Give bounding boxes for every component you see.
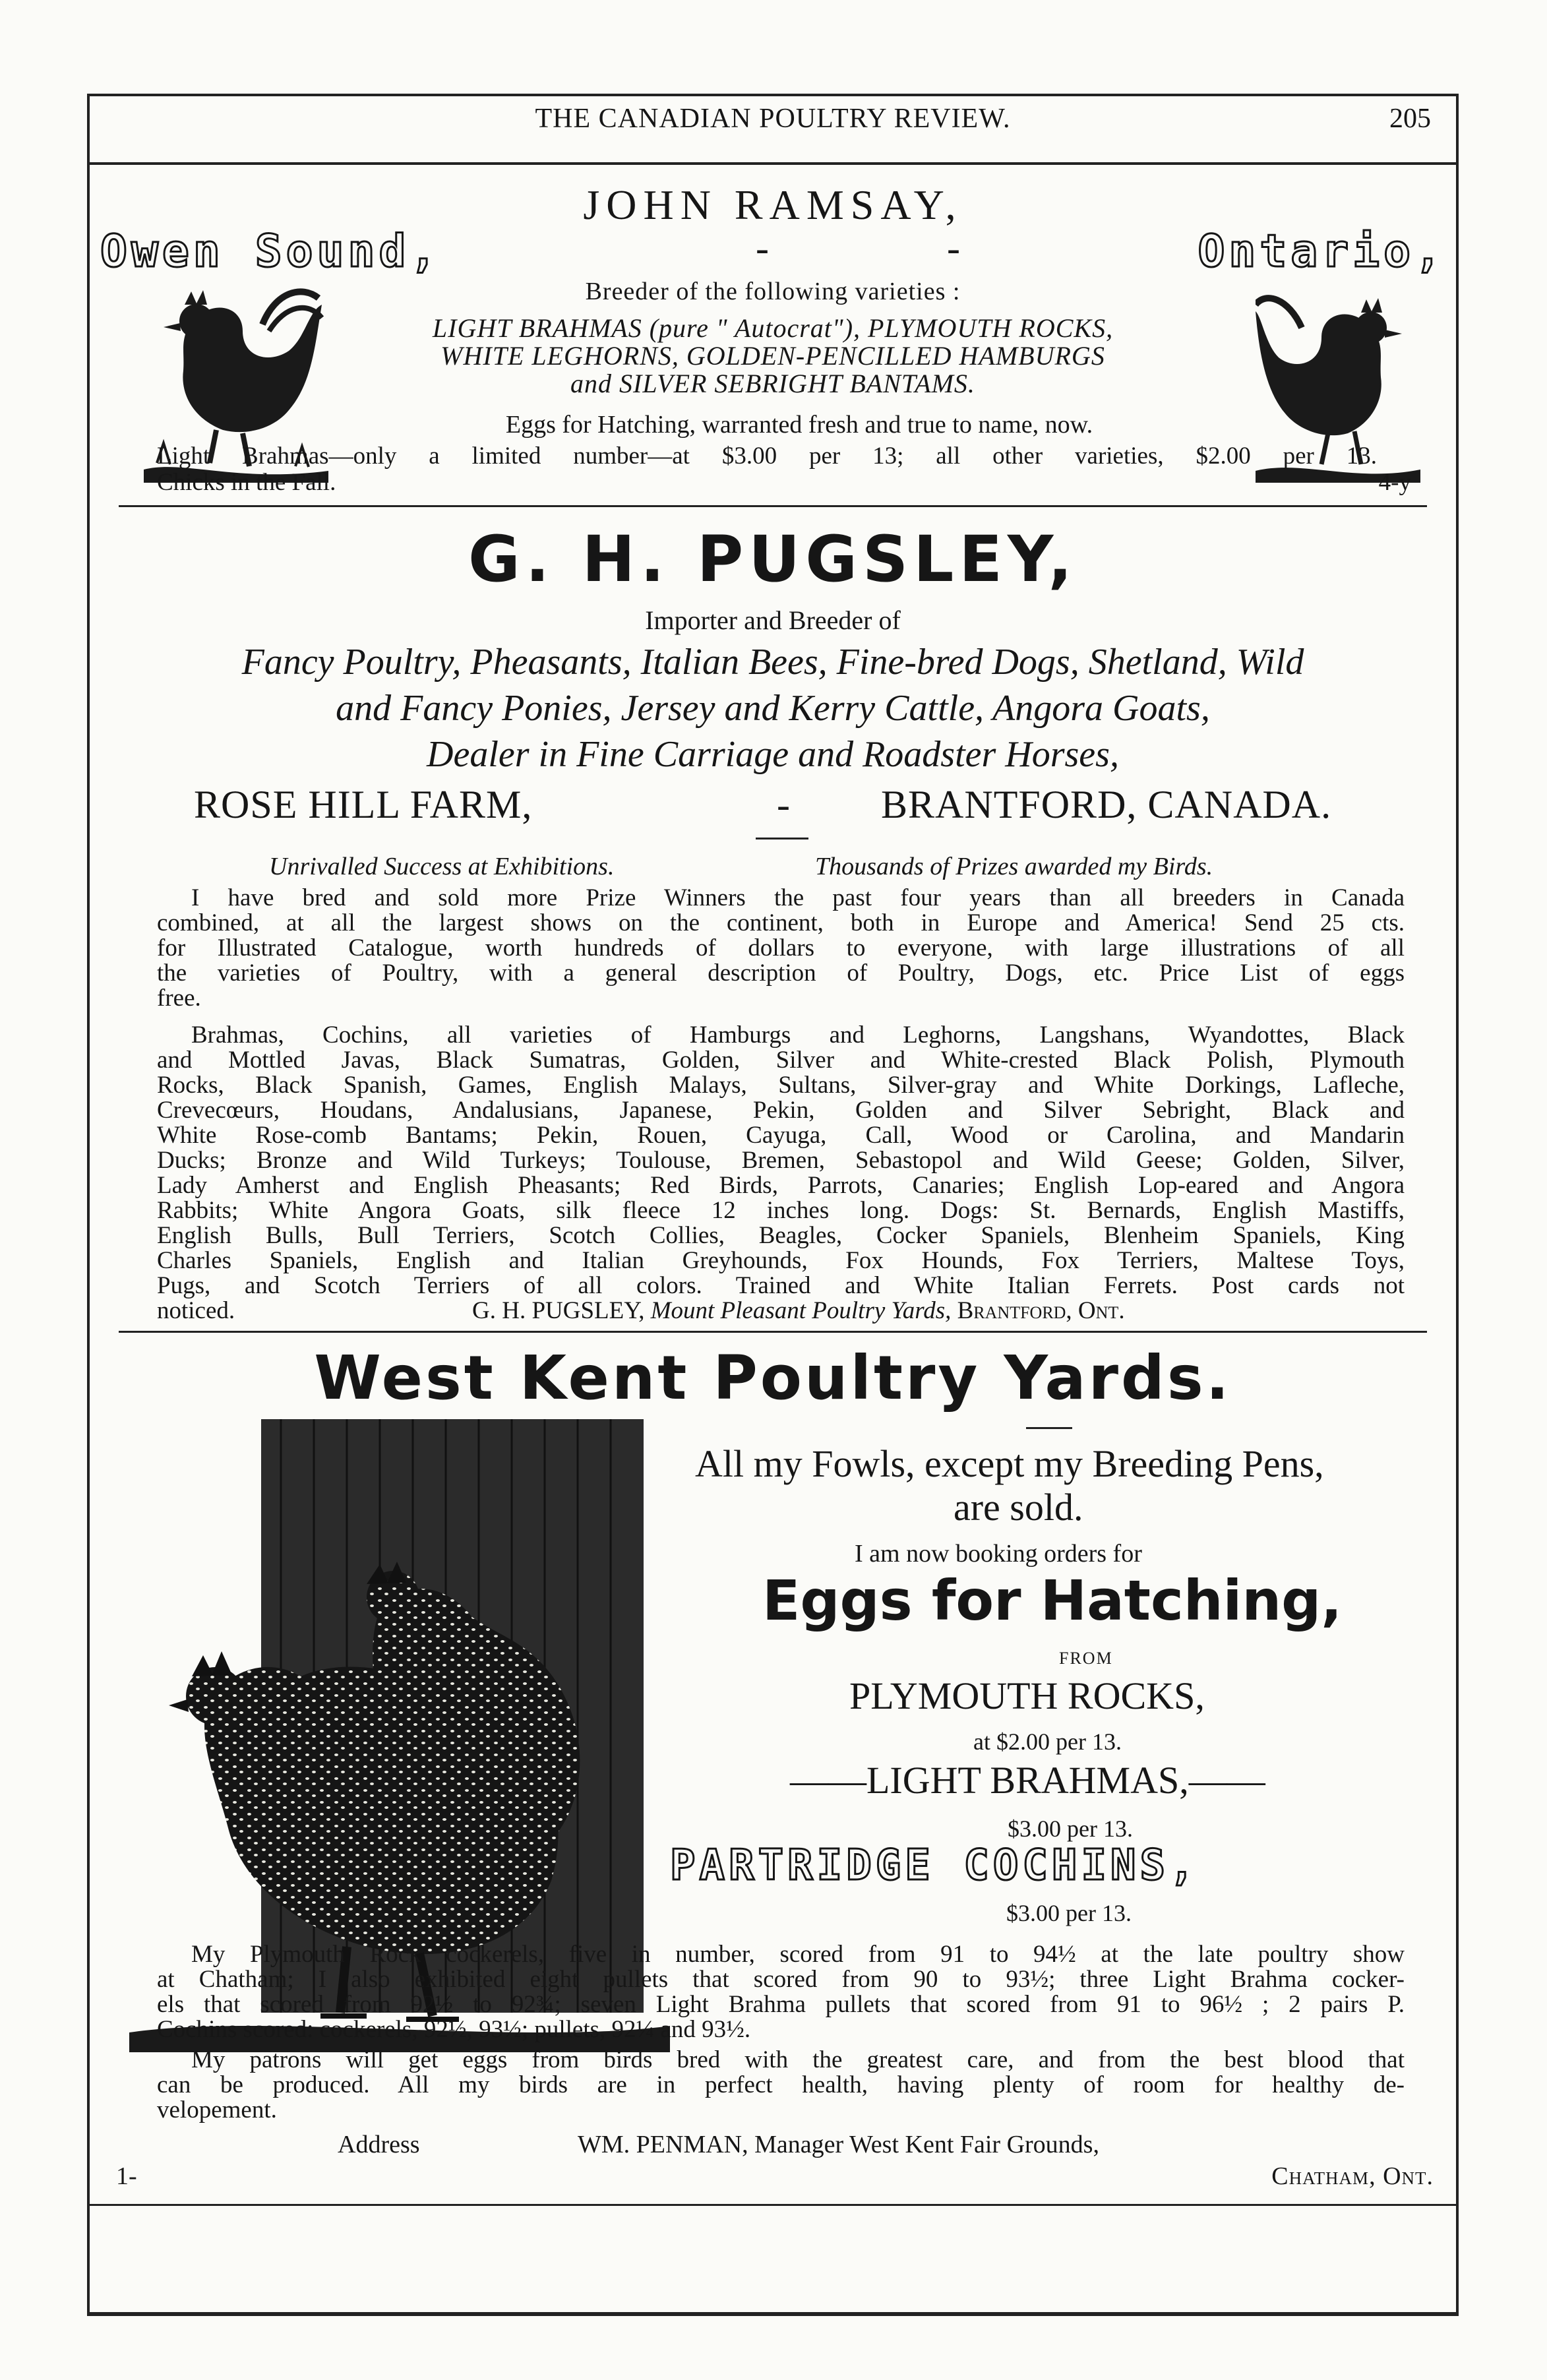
text-line: and Mottled Javas, Black Sumatras, Golden, Silver and White-crested Black Polish, Plymouth <box>157 1047 1405 1074</box>
pugsley-short-rule <box>756 838 808 839</box>
text-line: Pugs, and Scotch Terriers of all colors. Trained and White Italian Ferrets. Post cards not <box>157 1272 1405 1299</box>
signature-town: Brantford, Ont. <box>957 1297 1125 1324</box>
westkent-breed-2: ——LIGHT BRAHMAS,—— <box>790 1759 1265 1802</box>
magazine-page <box>87 94 1459 2316</box>
text-line: White Rose-comb Bantams; Pekin, Rouen, Cayuga, Call, Wood or Carolina, and Mandarin <box>157 1122 1405 1149</box>
westkent-price-1: at $2.00 per 13. <box>973 1728 1122 1755</box>
pugsley-tagline-1: Unrivalled Success at Exhibitions. <box>269 853 615 880</box>
journal-title: THE CANADIAN POULTRY REVIEW. <box>535 104 1011 134</box>
ramsay-price-line: Light Brahmas—only a limited number—at $3.00 per 13; all other varieties, $2.00 per 13. <box>157 442 1377 470</box>
westkent-intro-2: are sold. <box>954 1486 1083 1529</box>
westkent-price-3: $3.00 per 13. <box>1006 1900 1132 1926</box>
pugsley-subtitle: Importer and Breeder of <box>645 605 901 635</box>
pugsley-farm: ROSE HILL FARM, <box>194 783 533 826</box>
pugsley-line-1: Fancy Poultry, Pheasants, Italian Bees, Fine-bred Dogs, Shetland, Wild <box>241 642 1304 683</box>
rule-after-pugsley <box>119 1331 1427 1333</box>
ramsay-varieties-3: and SILVER SEBRIGHT BANTAMS. <box>570 369 975 398</box>
text-line: Brahmas, Cochins, all varieties of Hamburgs and Leghorns, Langshans, Wyandottes, Black <box>191 1022 1405 1049</box>
text-line: Rocks, Black Spanish, Games, English Malays, Sultans, Silver-gray and White Dorkings, Lafleche, <box>157 1072 1405 1099</box>
westkent-breed-3: PARTRIDGE COCHINS, <box>670 1841 1199 1890</box>
westkent-address-name: WM. PENMAN, Manager West Kent Fair Grounds, <box>578 2131 1099 2158</box>
westkent-title: West Kent Poultry Yards. <box>314 1343 1232 1413</box>
westkent-booking: I am now booking orders for <box>855 1540 1142 1568</box>
text-line: Lady Amherst and English Pheasants; Red Birds, Parrots, Canaries; English Lop-eared and Angora <box>157 1172 1405 1199</box>
rule-after-ramsay <box>119 505 1427 507</box>
pugsley-line-2: and Fancy Ponies, Jersey and Kerry Cattle, Angora Goats, <box>336 688 1210 729</box>
text-line: English Bulls, Bull Terriers, Scotch Collies, Beagles, Cocker Spaniels, Blenheim Spaniels, King <box>157 1222 1405 1249</box>
pugsley-tagline-2: Thousands of Prizes awarded my Birds. <box>815 853 1213 880</box>
ramsay-dash-2: - <box>947 226 960 270</box>
text-line: for Illustrated Catalogue, worth hundreds of dollars to everyone, with large illustrations of all <box>157 934 1405 961</box>
text-line: the varieties of Poultry, with a general description of Poultry, Dogs, etc. Price List of eggs <box>157 960 1405 987</box>
text-line: Charles Spaniels, English and Italian Greyhounds, Fox Hounds, Fox Terriers, Maltese Toys, <box>157 1247 1405 1274</box>
ramsay-dash-1: - <box>756 226 769 270</box>
pugsley-city: BRANTFORD, CANADA. <box>881 783 1332 826</box>
westkent-price-2: $3.00 per 13. <box>1008 1816 1133 1842</box>
westkent-ad-code: 1- <box>116 2162 137 2190</box>
text-line: free. <box>157 985 201 1012</box>
ramsay-chicks-line: Chicks in the Fall. <box>157 469 336 496</box>
text-line: Ducks; Bronze and Wild Turkeys; Toulouse, Bremen, Sebastopol and Wild Geese; Golden, Silver, <box>157 1147 1405 1174</box>
page-number: 205 <box>1389 104 1431 134</box>
text-line: Crevecœurs, Houdans, Andalusians, Japanese, Pekin, Golden and Silver Sebright, Black and <box>157 1097 1405 1124</box>
text-line: combined, at all the largest shows on the continent, both in Europe and America! Send 25 cts. <box>157 909 1405 936</box>
text-line: noticed. <box>157 1297 235 1324</box>
westkent-short-rule <box>1026 1427 1072 1429</box>
text-line: Rabbits; White Angora Goats, silk fleece 12 inches long. Dogs: St. Bernards, English Mastiffs, <box>157 1197 1405 1224</box>
pugsley-line-3: Dealer in Fine Carriage and Roadster Horses, <box>427 734 1119 775</box>
pugsley-name: G. H. PUGSLEY, <box>468 522 1077 596</box>
pugsley-farm-dash: - <box>777 783 790 826</box>
text-line: velopement. <box>157 2096 277 2123</box>
westkent-eggs-heading: Eggs for Hatching, <box>762 1568 1343 1633</box>
text-line: My Plymouth Rock cockerels, five in number, scored from 91 to 94½ at the late poultry show <box>191 1941 1405 1968</box>
ramsay-intro: Breeder of the following varieties : <box>585 278 961 305</box>
running-header <box>90 103 1456 135</box>
pugsley-signature <box>472 1297 1125 1325</box>
ramsay-eggs-line: Eggs for Hatching, warranted fresh and true to name, now. <box>505 411 1093 439</box>
text-line: can be produced. All my birds are in perfect health, having plenty of room for healthy de- <box>157 2071 1405 2098</box>
westkent-address-label: Address <box>338 2131 420 2158</box>
ramsay-name: JOHN RAMSAY, <box>583 181 963 228</box>
ramsay-varieties-2: WHITE LEGHORNS, GOLDEN-PENCILLED HAMBURGS <box>440 341 1105 371</box>
text-line: My patrons will get eggs from birds bred with the greatest care, and from the best blood that <box>191 2046 1405 2073</box>
bottom-inner-rule <box>90 2204 1456 2206</box>
westkent-intro-1: All my Fowls, except my Breeding Pens, <box>695 1442 1324 1485</box>
ramsay-ad-code: 4-y <box>1378 469 1411 496</box>
westkent-breed-1: PLYMOUTH ROCKS, <box>849 1674 1205 1717</box>
header-rule <box>90 162 1456 165</box>
text-line: Cochins scored: cockerels, 92½, 93½; pullets, 92¼ and 93½. <box>157 2016 751 2043</box>
signature-place: Mount Pleasant Poultry Yards, <box>650 1297 952 1324</box>
westkent-from: FROM <box>1059 1649 1113 1668</box>
westkent-address-town: Chatham, Ont. <box>1271 2162 1434 2190</box>
text-line: els that scored from 92½ to 92¾; seven Light Brahma pullets that scored from 91 to 96½ ; 2 pairs P. <box>157 1991 1405 2018</box>
text-line: I have bred and sold more Prize Winners the past four years than all breeders in Canada <box>191 884 1405 911</box>
text-line: at Chatham; I also exhibited eight pullets that scored from 90 to 93½; three Light Brahma cocker- <box>157 1966 1405 1993</box>
signature-name: G. H. PUGSLEY, <box>472 1297 645 1324</box>
ramsay-province: Ontario, <box>1198 226 1445 278</box>
ramsay-town: Owen Sound, <box>100 226 441 278</box>
ramsay-varieties-1: LIGHT BRAHMAS (pure " Autocrat"), PLYMOUTH ROCKS, <box>432 313 1114 343</box>
